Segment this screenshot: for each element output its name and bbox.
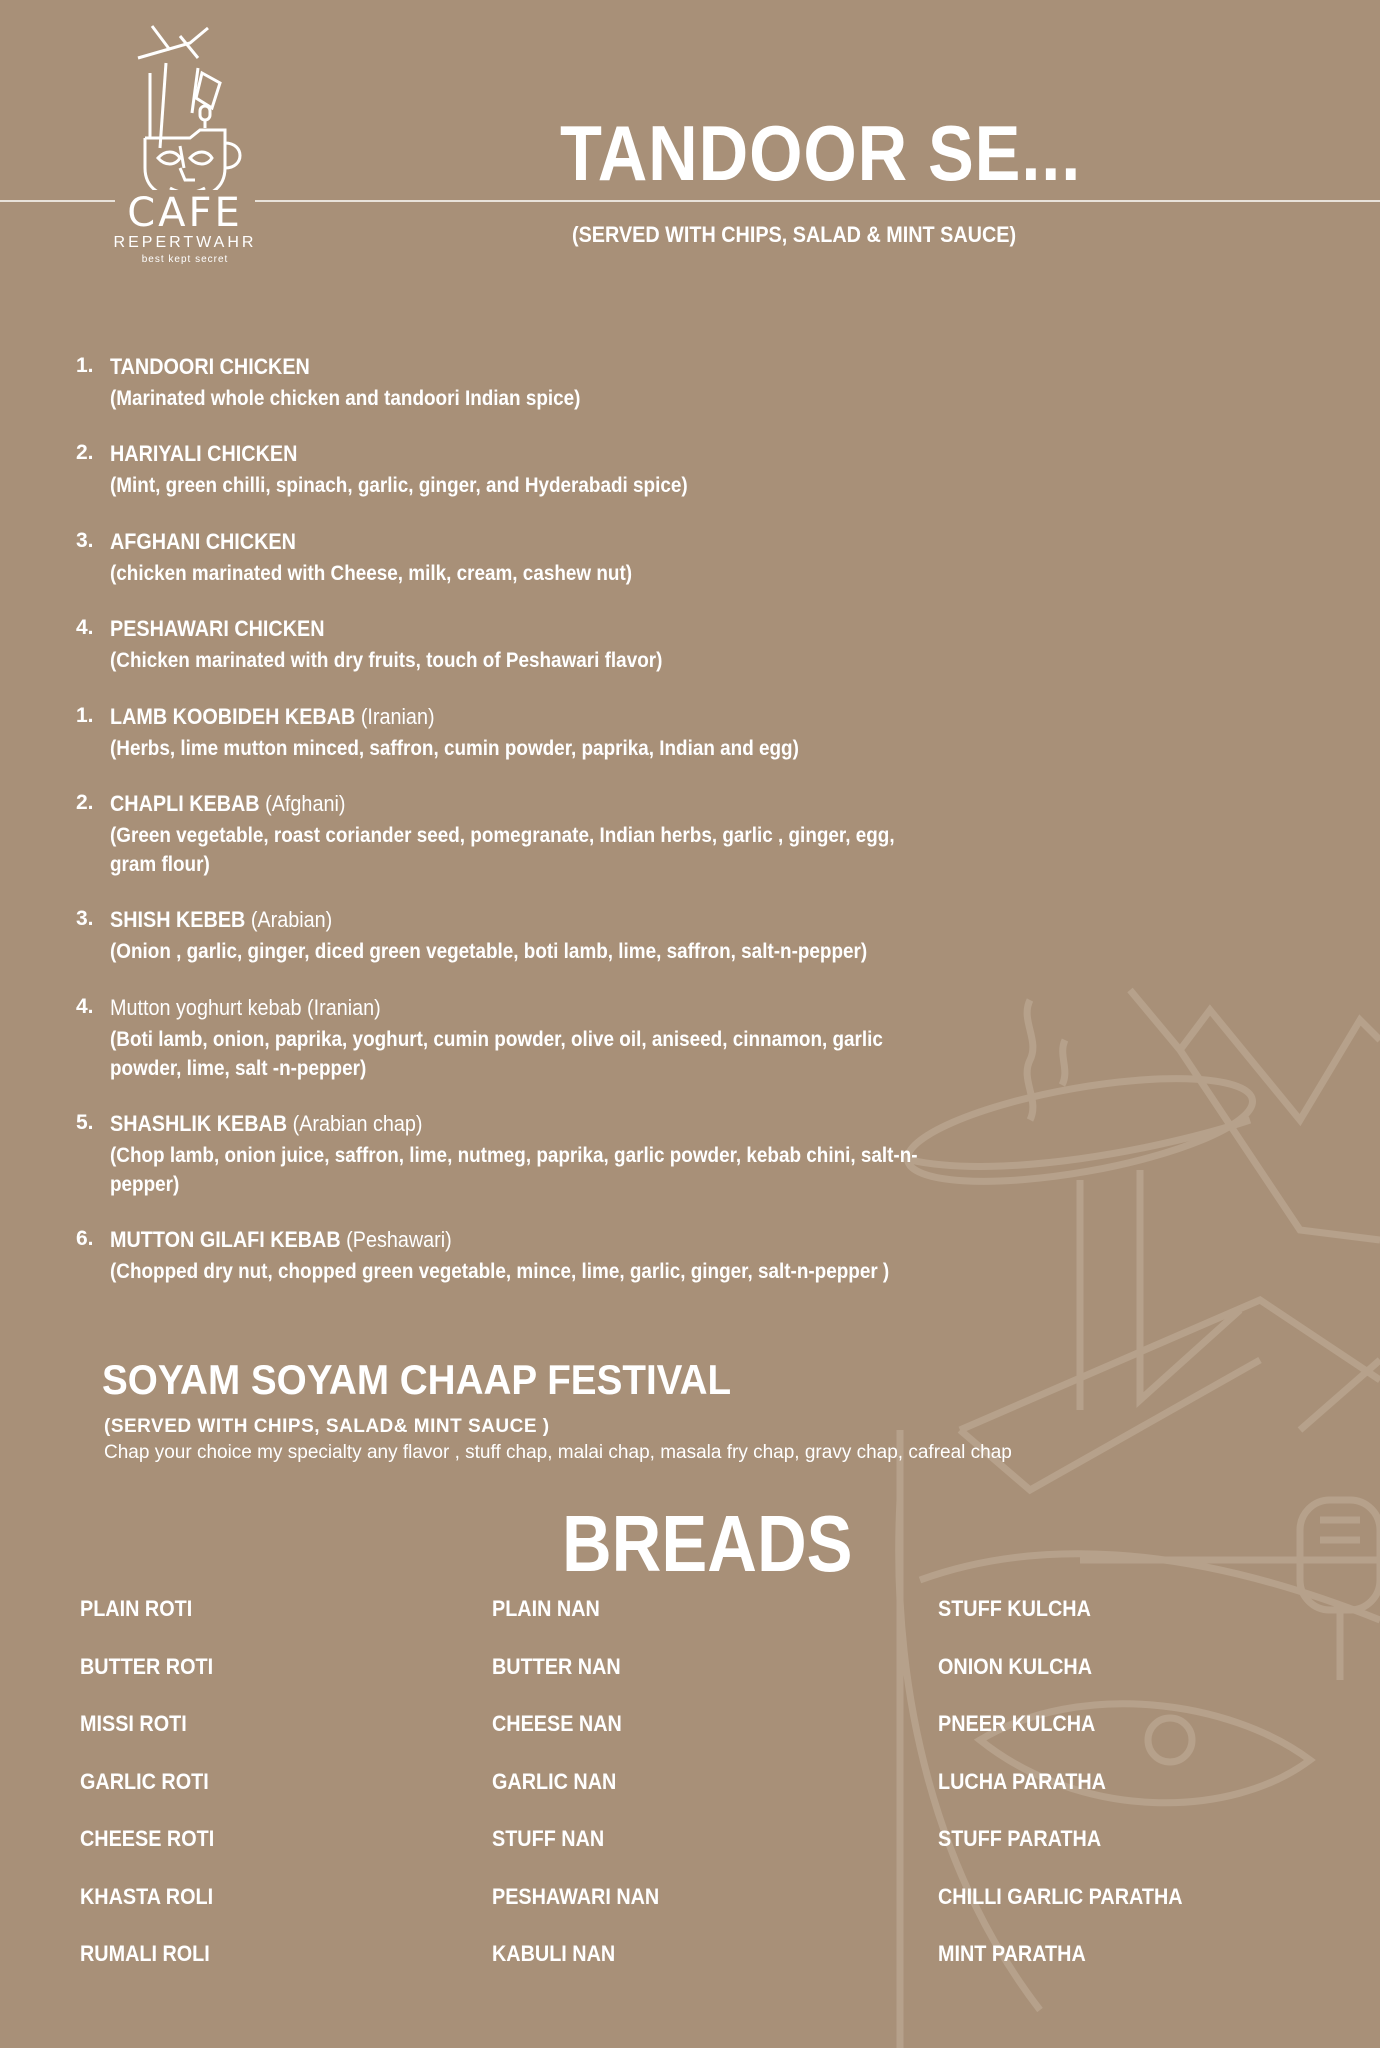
item-description: (chicken marinated with Cheese, milk, cream, cashew nut) [110, 562, 633, 585]
bread-item: CHILLI GARLIC PARATHA [938, 1884, 1183, 1909]
item-description: (Chop lamb, onion juice, saffron, lime, nutmeg, paprika, garlic powder, kebab chini, salt-n-pepper) [110, 1144, 918, 1196]
bread-item: CHEESE NAN [492, 1711, 622, 1736]
page-title: TANDOOR SE... [560, 109, 1082, 197]
bread-item: BUTTER ROTI [80, 1654, 214, 1679]
item-name: CHAPLI KEBAB (Afghani) [110, 791, 346, 816]
item-description: (Marinated whole chicken and tandoori Indian spice) [110, 387, 581, 410]
item-description: (Herbs, lime mutton minced, saffron, cumin powder, paprika, Indian and egg) [110, 737, 799, 760]
breads-section-title: BREADS [562, 1499, 853, 1588]
bread-item: KHASTA ROLI [80, 1884, 214, 1909]
bread-item: GARLIC ROTI [80, 1769, 209, 1794]
item-name: LAMB KOOBIDEH KEBAB (Iranian) [110, 704, 435, 729]
item-number: 4. [76, 616, 94, 639]
bread-item: PLAIN ROTI [80, 1596, 193, 1621]
item-name: SHASHLIK KEBAB (Arabian chap) [110, 1111, 423, 1136]
bread-item: KABULI NAN [492, 1941, 616, 1966]
item-name: TANDOORI CHICKEN [110, 354, 310, 379]
bread-item: GARLIC NAN [492, 1769, 617, 1794]
soyam-section-title: SOYAM SOYAM CHAAP FESTIVAL [102, 1356, 732, 1403]
item-name: Mutton yoghurt kebab (Iranian) [110, 995, 381, 1020]
bread-item: BUTTER NAN [492, 1654, 621, 1679]
item-description: (Chicken marinated with dry fruits, touch of Peshawari flavor) [110, 649, 663, 672]
logo-name: REPERTWAHR [113, 234, 257, 251]
item-number: 1. [76, 354, 94, 377]
item-number: 4. [76, 995, 94, 1018]
item-number: 6. [76, 1227, 94, 1250]
item-description: (Green vegetable, roast coriander seed, pomegranate, Indian herbs, garlic , ginger, egg, gram flour) [110, 824, 895, 876]
item-name: SHISH KEBEB (Arabian) [110, 907, 333, 932]
item-description: (Boti lamb, onion, paprika, yoghurt, cumin powder, olive oil, aniseed, cinnamon, garlic powder, lime, salt -n-pepper) [110, 1028, 883, 1080]
bread-item: RUMALI ROLI [80, 1941, 210, 1966]
item-name: PESHAWARI CHICKEN [110, 616, 325, 641]
bread-item: ONION KULCHA [938, 1654, 1092, 1679]
item-description: (Onion , garlic, ginger, diced green vegetable, boti lamb, lime, saffron, salt-n-pepper) [110, 940, 868, 963]
bread-item: PESHAWARI NAN [492, 1884, 660, 1909]
soyam-description: Chap your choice my specialty any flavor , stuff chap, malai chap, masala fry chap, gravy chap, cafreal chap [104, 1442, 1012, 1463]
item-number: 2. [76, 441, 94, 464]
bread-item: PLAIN NAN [492, 1596, 600, 1621]
item-number: 3. [76, 907, 94, 930]
item-name: MUTTON GILAFI KEBAB (Peshawari) [110, 1227, 452, 1252]
bread-item: CHEESE ROTI [80, 1826, 215, 1851]
item-number: 3. [76, 529, 94, 552]
item-description: (Chopped dry nut, chopped green vegetable, mince, lime, garlic, ginger, salt-n-pepper ) [110, 1260, 890, 1283]
bread-item: PNEER KULCHA [938, 1711, 1096, 1736]
logo-brand: CAFE [115, 190, 255, 236]
page-subtitle: (SERVED WITH CHIPS, SALAD & MINT SAUCE) [572, 222, 1017, 247]
item-number: 1. [76, 704, 94, 727]
bread-item: STUFF PARATHA [938, 1826, 1102, 1851]
bread-item: LUCHA PARATHA [938, 1769, 1106, 1794]
bread-item: STUFF NAN [492, 1826, 605, 1851]
item-name: AFGHANI CHICKEN [110, 529, 296, 554]
bread-item: MINT PARATHA [938, 1941, 1086, 1966]
soyam-served-note: (SERVED WITH CHIPS, SALAD& MINT SAUCE ) [104, 1416, 550, 1437]
item-description: (Mint, green chilli, spinach, garlic, ginger, and Hyderabadi spice) [110, 474, 688, 497]
item-number: 5. [76, 1111, 94, 1134]
item-name: HARIYALI CHICKEN [110, 441, 298, 466]
item-number: 2. [76, 791, 94, 814]
bread-item: MISSI ROTI [80, 1711, 187, 1736]
bread-item: STUFF KULCHA [938, 1596, 1091, 1621]
logo-tagline: best kept secret [141, 254, 229, 265]
